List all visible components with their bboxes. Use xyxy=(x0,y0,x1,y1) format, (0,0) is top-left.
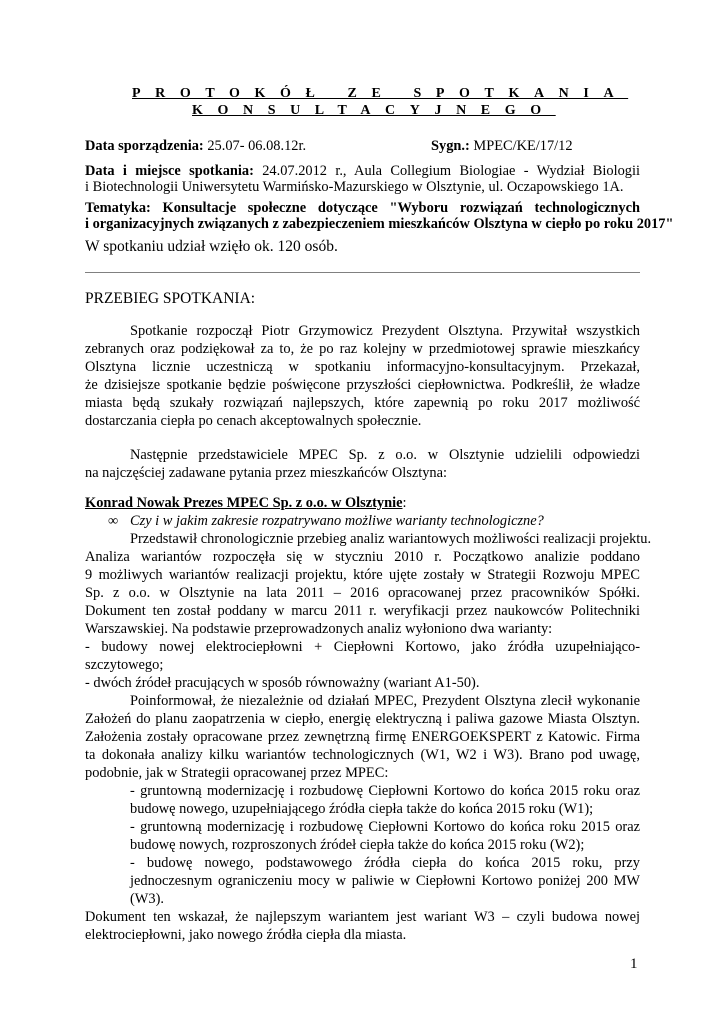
page-number: 1 xyxy=(630,956,638,972)
meeting-place-value-2: i Biotechnologii Uniwersytetu Warmińsko-Mazurskiego w Olsztynie, ul. Oczapowskiego 1A. xyxy=(85,179,624,195)
speaker-name: Konrad Nowak Prezes MPEC Sp. z o.o. w Olsztynie xyxy=(85,495,403,511)
answer-line: Założenia zostały opracowane przez zewnętrzną firmę ENERGOEKSPERT z Katowic. Firma xyxy=(85,729,640,745)
intro-p2-line: Następnie przedstawiciele MPEC Sp. z o.o. w Olsztynie udzielili odpowiedzi xyxy=(130,447,640,463)
answer-line: Warszawskiej. Na podstawie przeprowadzonych analiz wyłoniono dwa warianty: xyxy=(85,621,553,637)
meeting-place-label: Data i miejsce spotkania: xyxy=(85,163,254,179)
answer-line: podobnie, jak w Strategii opracowanej przez MPEC: xyxy=(85,765,389,781)
date-row xyxy=(85,138,306,154)
answer-line: - gruntowną modernizację i rozbudowę Ciepłowni Kortowo do końca 2015 roku oraz xyxy=(130,783,640,799)
answer-line: jednoczesnym ograniczeniu mocy w paliwie w Ciepłowni Kortowo poniżej 200 MW xyxy=(130,873,640,889)
topic-label: Tematyka: xyxy=(85,200,151,216)
answer-line: 9 możliwych wariantów realizacji projektu, które ujęte zostały w Strategii Rozwoju MPEC xyxy=(85,567,640,583)
intro-p1-line: Olsztyna licznie uczestniczą w spotkaniu informacyjno-konsultacyjnym. Przekazał, xyxy=(85,359,640,375)
meeting-place-value-1: 24.07.2012 r., Aula Collegium Biologiae - Wydział Biologii xyxy=(262,163,640,179)
answer-line: ta dokonała analizy kilku wariantów technologicznych (W1, W2 i W3). Brano pod uwagę, xyxy=(85,747,640,763)
answer-line: Dokument ten wskazał, że najlepszym wariantem jest wariant W3 – czyli budowa nowej xyxy=(85,909,640,925)
date-value: 25.07- 06.08.12r. xyxy=(207,138,307,154)
attendance-note: W spotkaniu udział wzięło ok. 120 osób. xyxy=(85,238,338,255)
signature-label: Sygn.: xyxy=(431,138,470,154)
answer-line: budowę nowego, uzupełniającego źródła ciepła także do końca 2015 roku (W1); xyxy=(130,801,594,817)
answer-line: - dwóch źródeł pracujących w sposób równoważny (wariant A1-50). xyxy=(85,675,480,691)
answer-line: Sp. z o.o. w Olsztynie na lata 2011 – 2016 opracowanej przez pracowników Spółki. xyxy=(85,585,640,601)
answer-line: szczytowego; xyxy=(85,657,164,673)
answer-line: - budowę nowego, podstawowego źródła ciepła do końca 2015 roku, przy xyxy=(130,855,640,871)
question-bullet: ∞ xyxy=(108,513,119,529)
document-title-line-1: PROTOKÓŁ ZE SPOTKANIA xyxy=(132,86,629,101)
answer-line: budowę nowych, rozproszonych źródeł ciepła także do końca 2015 roku (W2); xyxy=(130,837,585,853)
intro-p1-line: Spotkanie rozpoczął Piotr Grzymowicz Prezydent Olsztyna. Przywitał wszystkich xyxy=(130,323,640,339)
answer-line: - gruntowną modernizację i rozbudowę Ciepłowni Kortowo do końca roku 2015 oraz xyxy=(130,819,640,835)
topic-value-1: Konsultacje społeczne dotyczące "Wyboru rozwiązań technologicznych xyxy=(162,200,640,216)
meeting-place-row xyxy=(85,163,640,179)
intro-p1-line: miasta będą szukały rozwiązań najlepszych, które zapewnią po roku 2017 możliwość xyxy=(85,395,640,411)
horizontal-divider xyxy=(85,272,640,273)
intro-p1-line: dostarczania ciepła po cenach akceptowalnych społecznie. xyxy=(85,413,422,429)
date-label: Data sporządzenia: xyxy=(85,138,204,154)
topic-row xyxy=(85,200,640,216)
speaker-heading xyxy=(85,495,407,511)
signature-row xyxy=(431,138,573,154)
speaker-colon: : xyxy=(402,495,407,511)
intro-p1-line: zebranych oraz podziękował za to, że po raz kolejny w przedmiotowej sprawie mieszkańcy xyxy=(85,341,640,357)
answer-line: Dokument ten został poddany w marcu 2011 r. weryfikacji przez naukowców Politechniki xyxy=(85,603,640,619)
question-text: Czy i w jakim zakresie rozpatrywano możliwe warianty technologiczne? xyxy=(130,513,544,529)
document-title-line-2: KONSULTACYJNEGO xyxy=(192,103,556,118)
answer-line: Przedstawił chronologicznie przebieg analiz wariantowych możliwości realizacji projektu. xyxy=(130,531,652,547)
section-heading: PRZEBIEG SPOTKANIA: xyxy=(85,290,256,307)
signature-value: MPEC/KE/17/12 xyxy=(473,138,573,154)
answer-line: elektrociepłowni, jako nowego źródła ciepła dla miasta. xyxy=(85,927,407,943)
answer-line: Założeń do planu zaopatrzenia w ciepło, energię elektryczną i paliwa gazowe Miasta Olsztyn. xyxy=(85,711,640,727)
topic-value-2: i organizacyjnych związanych z zabezpieczeniem mieszkańców Olsztyna w ciepło po roku 2017" xyxy=(85,216,674,232)
answer-line: (W3). xyxy=(130,891,164,907)
answer-line: - budowy nowej elektrociepłowni + Ciepłowni Kortowo, jako źródła uzupełniająco- xyxy=(85,639,640,655)
answer-line: Poinformował, że niezależnie od działań MPEC, Prezydent Olsztyna zlecił wykonanie xyxy=(130,693,640,709)
answer-line: Analiza wariantów rozpoczęła się w styczniu 2010 r. Początkowo analizie poddano xyxy=(85,549,640,565)
intro-p2-line: na najczęściej zadawane pytania przez mieszkańców Olsztyna: xyxy=(85,465,447,481)
intro-p1-line: że dzisiejsze spotkanie będzie poświęcone przyszłości ciepłownictwa. Podkreślił, że władze xyxy=(85,377,640,393)
